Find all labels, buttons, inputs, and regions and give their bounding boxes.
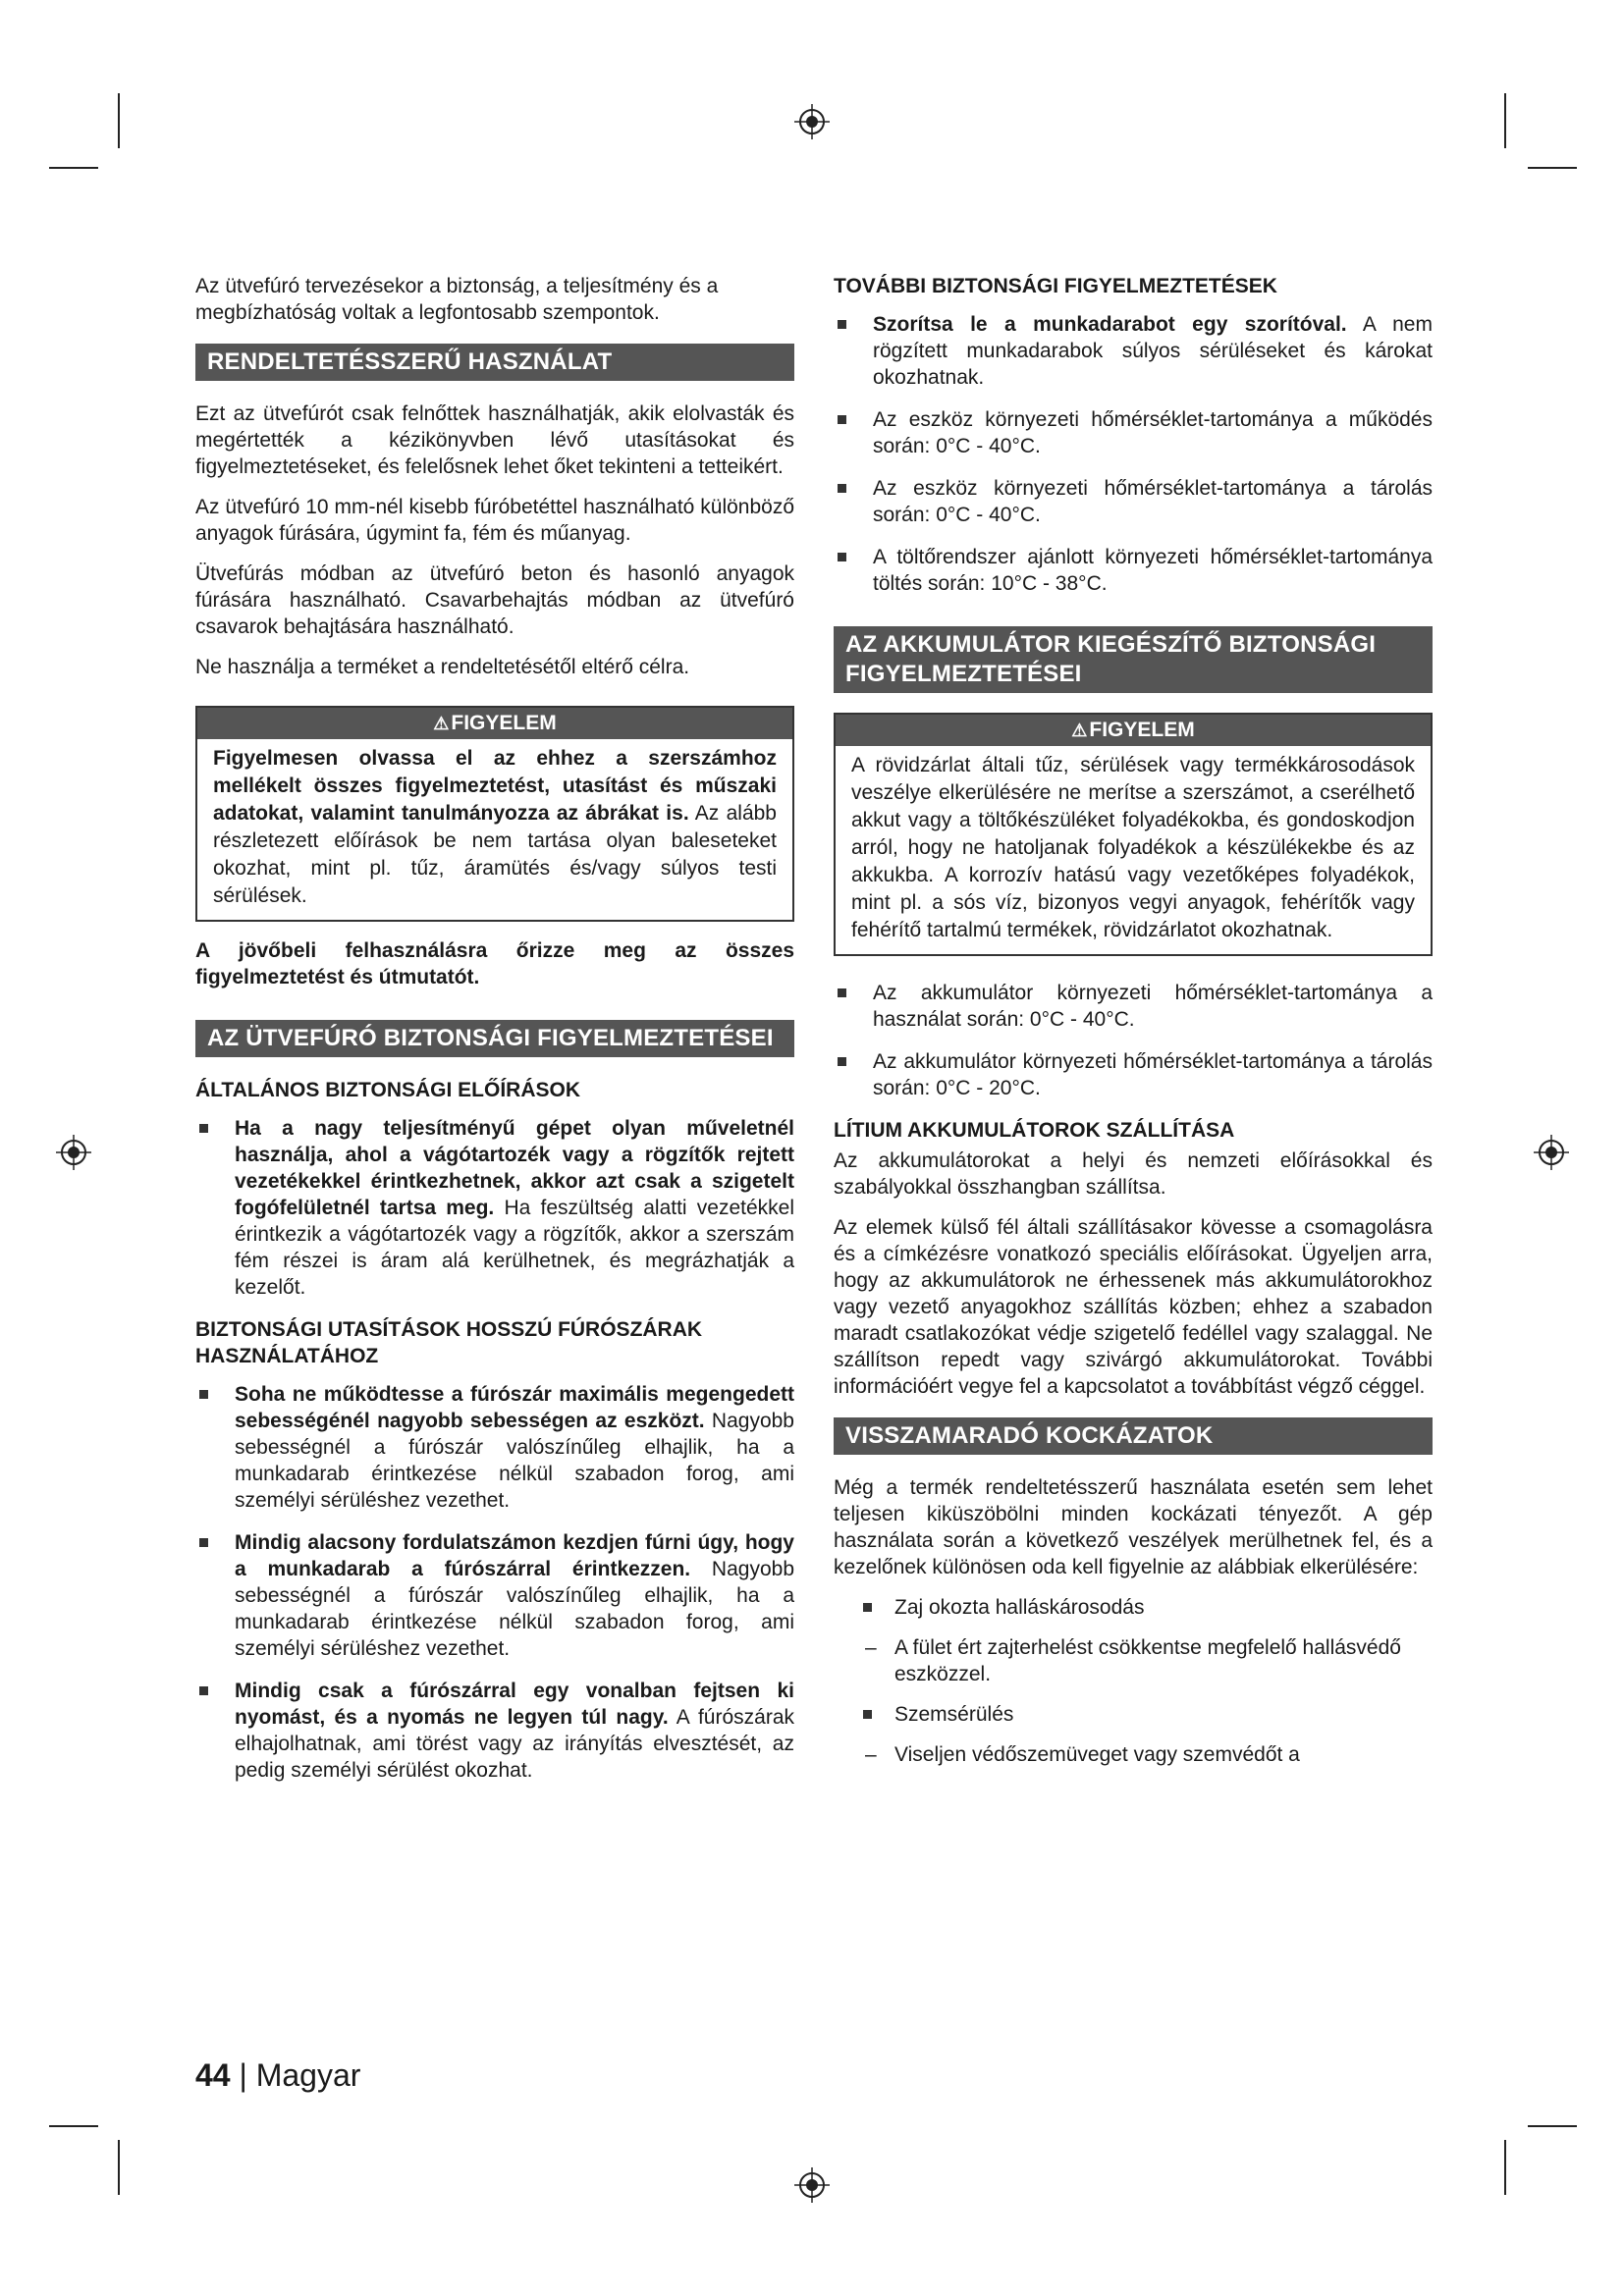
keep-instructions-text: A jövőbeli felhasználásra őrizze meg az összes figyelmeztetést és útmutatót.: [195, 939, 794, 988]
page-footer: [195, 2057, 360, 2094]
crop-mark: [49, 167, 98, 169]
warning-triangle-icon: ⚠: [433, 714, 450, 733]
subheading-lithium-transport: LÍTIUM AKKUMULÁTOROK SZÁLLÍTÁSA: [834, 1119, 1235, 1142]
footer-separator: |: [230, 2057, 256, 2093]
list-item: Szemsérülés: [859, 1701, 1433, 1728]
crop-mark: [1528, 167, 1577, 169]
list-item-text: Nagyobb sebességnél a fúrószár valószínűleg elhajlik, ha a munkadarab érintkezése nélkül szabadon forog, ami személyi sérüléshez vezethet.: [235, 1558, 794, 1660]
list-item: [195, 1115, 794, 1301]
crop-mark: [49, 2125, 98, 2127]
list-item-bold: Szorítsa le a munkadarabot egy szorítóval.: [873, 313, 1347, 336]
use-paragraph: Ütvefúrás módban az ütvefúró beton és hasonló anyagok fúrására használható. Csavarbehajtás módban az ütvefúró csavarok behajtására használható.: [195, 562, 794, 638]
crop-mark: [1504, 93, 1506, 148]
transport-paragraph: Az akkumulátorokat a helyi és nemzeti előírásokkal és szabályokkal összhangban szállítsa.: [834, 1149, 1433, 1199]
list-item: [195, 1381, 794, 1514]
subheading-additional-safety: TOVÁBBI BIZTONSÁGI FIGYELMEZTETÉSEK: [834, 275, 1277, 297]
list-item: Az eszköz környezeti hőmérséklet-tartománya a működés során: 0°C - 40°C.: [834, 406, 1433, 459]
warning-header: [836, 715, 1431, 746]
warning-box: [834, 713, 1433, 956]
registration-mark-icon: [794, 104, 830, 139]
section-heading-intended-use: RENDELTETÉSSZERŰ HASZNÁLAT: [195, 344, 794, 381]
risk-paragraph: Még a termék rendeltetésszerű használata esetén sem lehet teljesen kiküszöbölni minden kockázati tényezőt. A gép használata során a következő veszélyek merülhetnek fel, és a kezelőnek különösen oda kell figyelnie az alábbiak elkerülésére:: [834, 1476, 1433, 1578]
registration-mark-icon: [1534, 1135, 1569, 1170]
list-item: Az akkumulátor környezeti hőmérséklet-tartománya a tárolás során: 0°C - 20°C.: [834, 1048, 1433, 1101]
warning-triangle-icon: ⚠: [1071, 721, 1088, 740]
warning-rest-text: Az alább részletezett előírások be nem tartása olyan baleseteket okozhat, mint pl. tűz, áramütés és/vagy súlyos testi sérülések.: [213, 802, 777, 907]
crop-mark: [118, 2140, 120, 2195]
warning-header: [197, 708, 792, 739]
list-item-bold: Mindig csak a fúrószárral egy vonalban fejtsen ki nyomást, és a nyomás ne legyen túl nagy.: [235, 1680, 794, 1729]
use-paragraph: Ezt az ütvefúrót csak felnőttek használhatják, akik elolvasták és megértették a kézikönyvben lévő utasításokat és figyelmeztetéseket, és felelősnek lehet őket tekinteni a tetteikért.: [195, 402, 794, 478]
section-heading-battery-safety: AZ AKKUMULÁTOR KIEGÉSZÍTŐ BIZTONSÁGI FIGYELMEZTETÉSEI: [834, 626, 1433, 693]
risk-list: [834, 1594, 1433, 1768]
registration-mark-icon: [56, 1135, 91, 1170]
use-paragraph: Az ütvefúró 10 mm-nél kisebb fúróbetéttel használható különböző anyagok fúrására, úgymint fa, fém és műanyag.: [195, 496, 794, 545]
footer-language: Magyar: [255, 2057, 361, 2093]
list-item: A töltőrendszer ajánlott környezeti hőmérséklet-tartománya töltés során: 10°C - 38°C.: [834, 544, 1433, 597]
list-item: [195, 1678, 794, 1784]
registration-mark-icon: [794, 2167, 830, 2203]
list-item-bold: Mindig alacsony fordulatszámon kezdjen fúrni úgy, hogy a munkadarab a fúrószárral érintkezzen.: [235, 1531, 794, 1580]
page-number: 44: [195, 2057, 231, 2093]
intro-paragraph: Az ütvefúró tervezésekor a biztonság, a teljesítmény és a megbízhatóság voltak a legfontosabb szempontok.: [195, 275, 719, 324]
list-item: [834, 311, 1433, 391]
use-paragraph: Ne használja a terméket a rendeltetésétől eltérő célra.: [195, 656, 690, 678]
transport-paragraph: Az elemek külső fél általi szállításakor kövesse a csomagolásra és a címkézésre vonatkozó speciális előírásokat. Ügyeljen arra, hogy az akkumulátorok ne érhessenek más akkumulátorokhoz vagy vezető anyagokhoz szállítás közben; ehhez a szabadon maradt csatlakozókat védje szigetelő fedéllel vagy szalaggal. Ne szállítson repedt vagy szivárgó akkumulátorokat. További információért vegye fel a kapcsolatot a továbbítást végző céggel.: [834, 1216, 1433, 1398]
list-item-text: A nem rögzített munkadarabok súlyos sérüléseket és károkat okozhatnak.: [873, 313, 1433, 389]
keep-instructions: [195, 937, 794, 990]
left-column: [195, 273, 794, 1799]
additional-safety-list: [834, 311, 1433, 597]
long-bits-list: [195, 1381, 794, 1784]
right-column: [834, 273, 1433, 1782]
list-item-text: A fúrószárak elhajolhatnak, ami törést vagy az irányítás elvesztését, az pedig személyi sérülést okozhat.: [235, 1706, 794, 1782]
list-item: Az eszköz környezeti hőmérséklet-tartománya a tárolás során: 0°C - 40°C.: [834, 475, 1433, 528]
list-item-detail: – Viseljen védőszemüveget vagy szemvédőt a: [859, 1741, 1433, 1768]
list-item-bold: Ha a nagy teljesítményű gépet olyan műveletnél használja, ahol a vágótartozék vagy a rögzítők rejtett vezetékekkel érintkezhetnek, akkor azt csak a szigetelt fogófelületnél tartsa meg.: [235, 1117, 794, 1219]
list-item-bold: Soha ne működtesse a fúrószár maximális megengedett sebességénél nagyobb sebességen az eszközt.: [235, 1383, 794, 1432]
warning-box: [195, 706, 794, 922]
section-heading-drill-safety: AZ ÜTVEFÚRÓ BIZTONSÁGI FIGYELMEZTETÉSEI: [195, 1020, 794, 1057]
list-item-text: Nagyobb sebességnél a fúrószár valószínűleg elhajlik, ha a munkadarab érintkezése nélkül szabadon forog, ami személyi sérüléshez vezethet.: [235, 1410, 794, 1512]
list-item-detail: – A fület ért zajterhelést csökkentse megfelelő hallásvédő eszközzel.: [859, 1634, 1433, 1687]
crop-mark: [1528, 2125, 1577, 2127]
warning-text: [197, 739, 792, 920]
warning-title: FIGYELEM: [1089, 719, 1195, 741]
list-item: Az akkumulátor környezeti hőmérséklet-tartománya a használat során: 0°C - 40°C.: [834, 980, 1433, 1033]
warning-title: FIGYELEM: [451, 712, 557, 734]
list-item: [195, 1529, 794, 1662]
warning-bold-text: Figyelmesen olvassa el az ehhez a szerszámhoz mellékelt összes figyelmeztetést, utasítást és műszaki adatokat, valamint tanulmányozza az ábrákat is.: [213, 747, 777, 825]
section-heading-residual-risks: VISSZAMARADÓ KOCKÁZATOK: [834, 1417, 1433, 1455]
list-item-text: Ha feszültség alatti vezetékkel érintkezik a vágótartozék vagy a rögzítők, akkor a szerszám fém részei is áram alá kerülhetnek, és megrázhatják a kezelőt.: [235, 1197, 795, 1299]
subheading-long-bits: BIZTONSÁGI UTASÍTÁSOK HOSSZÚ FÚRÓSZÁRAK HASZNÁLATÁHOZ: [195, 1318, 703, 1367]
warning-text: A rövidzárlat általi tűz, sérülések vagy termékkárosodások veszélye elkerülésére ne merítse a szerszámot, a cserélhető akkut vagy a töltőkészüléket folyadékokba, és gondoskodjon arról, hogy ne hatoljanak folyadékok a készülékekbe és az akkukba. A korrozív hatású vagy vezetőképes folyadékok, mint pl. a sós víz, bizonyos vegyi anyagok, fehérítők vagy fehérítő tartalmú termékek, rövidzárlatot okozhatnak.: [851, 754, 1415, 941]
list-item: Zaj okozta halláskárosodás: [859, 1594, 1433, 1621]
battery-temp-list: [834, 980, 1433, 1101]
general-safety-list: [195, 1115, 794, 1301]
crop-mark: [118, 93, 120, 148]
crop-mark: [1504, 2140, 1506, 2195]
subheading-general-safety: ÁLTALÁNOS BIZTONSÁGI ELŐÍRÁSOK: [195, 1079, 580, 1101]
